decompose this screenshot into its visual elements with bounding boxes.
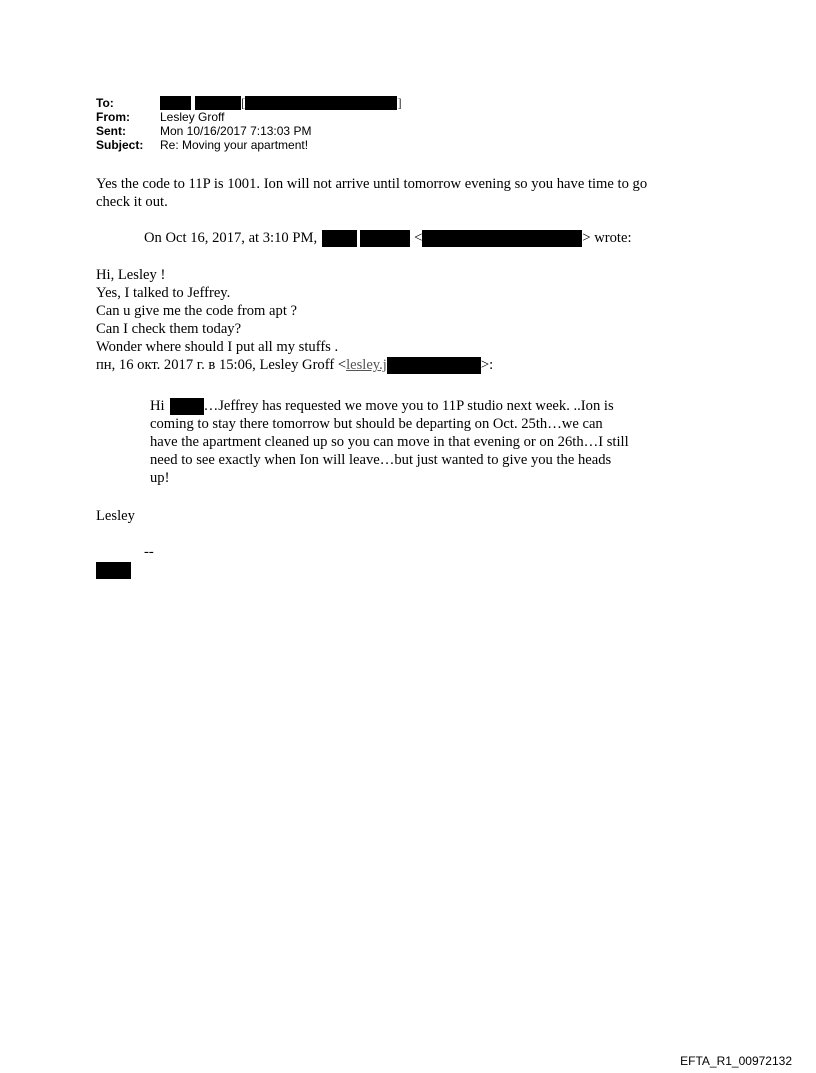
reply-body: [96, 175, 647, 211]
quote-header-suffix: > wrote:: [582, 230, 632, 246]
message-line: Can I check them today?: [96, 321, 242, 337]
redaction-block: [96, 562, 131, 579]
redaction-block: [245, 96, 397, 110]
quoted-line: need to see exactly when Ion will leave…but just wanted to give you the heads: [150, 452, 612, 468]
message-line: Hi, Lesley !: [96, 267, 166, 283]
message-line: Yes, I talked to Jeffrey.: [96, 285, 231, 301]
attribution-line: [96, 356, 493, 374]
from-row: [96, 110, 402, 124]
sent-label: Sent:: [96, 124, 126, 138]
bracket-close: ]: [397, 95, 402, 110]
to-value: [160, 96, 402, 110]
sent-value: Mon 10/16/2017 7:13:03 PM: [160, 124, 312, 138]
quoted-line: [150, 397, 629, 415]
sent-row: [96, 124, 402, 138]
quoted-line-rest: …Jeffrey has requested we move you to 11P studio next week. ..Ion is: [203, 398, 614, 414]
redaction-block: [387, 357, 481, 374]
signature-name: Lesley: [96, 508, 135, 524]
document-id: EFTA_R1_00972132: [680, 1054, 792, 1068]
quoted-message: [150, 397, 629, 487]
signature-redaction: [96, 561, 131, 579]
to-label: To:: [96, 96, 114, 110]
redaction-block: [422, 230, 582, 247]
subject-value: Re: Moving your apartment!: [160, 138, 309, 152]
quote-header-prefix: On Oct 16, 2017, at 3:10 PM,: [144, 230, 318, 246]
quoted-line: up!: [150, 470, 170, 486]
quoted-line: coming to stay there tomorrow but should be departing on Oct. 25th…we can: [150, 416, 603, 432]
email-header: [96, 96, 402, 152]
to-row: [96, 96, 402, 110]
subject-label: Subject:: [96, 138, 144, 152]
redaction-block: [360, 230, 410, 247]
signature-dashes: --: [144, 544, 154, 560]
from-label: From:: [96, 110, 130, 124]
subject-row: [96, 138, 402, 152]
quote-header: [144, 229, 632, 247]
quoted-line: have the apartment cleaned up so you can move in that evening or on 26th…I still: [150, 434, 629, 450]
bracket-open: [: [241, 95, 246, 110]
quoted-greeting: Hi: [150, 398, 165, 414]
redaction-block: [322, 230, 357, 247]
incoming-message: [96, 266, 493, 374]
lt-symbol: <: [414, 230, 423, 246]
email-link[interactable]: lesley.j: [346, 357, 387, 373]
reply-line: Yes the code to 11P is 1001. Ion will not arrive until tomorrow evening so you have time to go: [96, 176, 648, 192]
redaction-block: [195, 96, 241, 110]
message-line: Wonder where should I put all my stuffs .: [96, 339, 339, 355]
redaction-block: [170, 398, 204, 415]
redaction-block: [160, 96, 191, 110]
from-value: Lesley Groff: [160, 110, 225, 124]
attribution-suffix: >:: [480, 357, 494, 373]
attribution-prefix: пн, 16 окт. 2017 г. в 15:06, Lesley Groff <: [96, 357, 347, 373]
message-line: Can u give me the code from apt ?: [96, 303, 297, 319]
reply-line: check it out.: [96, 194, 168, 210]
